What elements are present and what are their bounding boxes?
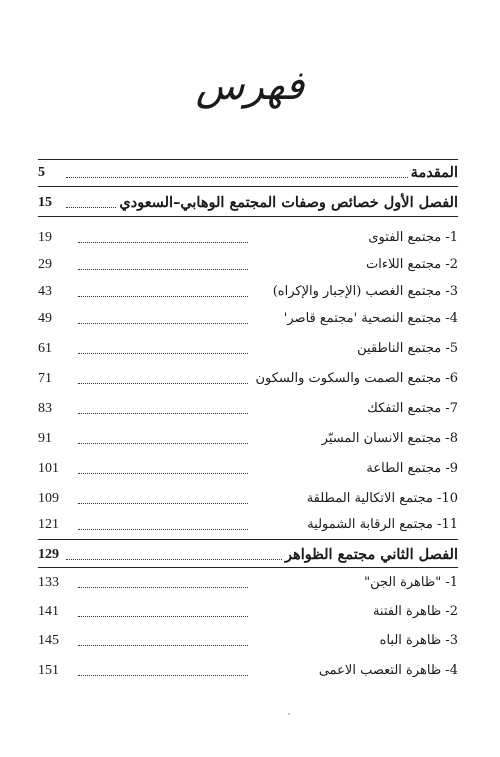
toc-entry-label: 5- مجتمع الناطقين (354, 338, 458, 360)
toc-entry[interactable] (38, 544, 458, 568)
toc-entry[interactable] (38, 660, 458, 684)
toc-entry[interactable] (38, 254, 458, 278)
page-title: فهرس (195, 63, 305, 109)
toc-entry-label: 7- مجتمع التفكك (364, 398, 458, 420)
toc-entry[interactable] (38, 572, 458, 596)
toc-entry-label: 6- مجتمع الصمت والسكوت والسكون (252, 368, 458, 390)
toc-entry[interactable] (38, 227, 458, 251)
toc-entry-label: 3- مجتمع الغصب (الإجبار والإكراه) (270, 281, 458, 303)
toc-page-number: 43 (38, 281, 56, 303)
toc-page-number: 101 (38, 458, 63, 480)
divider (38, 159, 458, 160)
dot-leader (78, 529, 248, 530)
toc-page-number: 71 (38, 368, 56, 390)
toc-entry-label: 1- مجتمع الفتوى (365, 227, 458, 249)
divider (38, 216, 458, 217)
dot-leader (78, 296, 248, 297)
toc-entry[interactable] (38, 488, 458, 512)
dot-leader (78, 645, 248, 646)
toc-entry-label: 8- مجتمع الانسان المسيّر (319, 428, 458, 450)
toc-entry-label: الفصل الثاني مجتمع الظواهر (282, 544, 458, 566)
divider (38, 186, 458, 187)
toc-page-number: 133 (38, 572, 63, 594)
dot-leader (78, 383, 248, 384)
toc-entry[interactable] (38, 398, 458, 422)
dot-leader (78, 675, 248, 676)
toc-page-number: 83 (38, 398, 56, 420)
dot-leader (78, 473, 248, 474)
toc-page-number: 151 (38, 660, 63, 682)
dot-leader (78, 242, 248, 243)
toc-entry-label: 1- "ظاهرة الجن" (361, 572, 458, 594)
toc-entry-label: الفصل الأول خصائص وصفات المجتمع الوهابي–السعودي (116, 192, 458, 214)
toc-page-number: 29 (38, 254, 56, 276)
toc-entry-label: 10- مجتمع الاتكالية المطلقة (304, 488, 458, 510)
toc-page-number: 121 (38, 514, 63, 536)
dot-leader (78, 413, 248, 414)
toc-entry[interactable] (38, 338, 458, 362)
print-speck (288, 713, 290, 715)
toc-entry-label: 3- ظاهرة الباه (377, 630, 458, 652)
toc-entry-label: 11- مجتمع الرقابة الشمولية (304, 514, 458, 536)
toc-page-number: 5 (38, 162, 49, 184)
toc-entry[interactable] (38, 368, 458, 392)
toc-page-number: 91 (38, 428, 56, 450)
toc-entry-label: المقدمة (408, 162, 458, 184)
dot-leader (78, 353, 248, 354)
dot-leader (78, 443, 248, 444)
dot-leader (78, 616, 248, 617)
toc-entry[interactable] (38, 428, 458, 452)
toc-page-number: 145 (38, 630, 63, 652)
dot-leader (66, 177, 454, 178)
toc-entry[interactable] (38, 192, 458, 216)
toc-entry-label: 4- ظاهرة التعصب الاعمى (316, 660, 458, 682)
dot-leader (78, 503, 248, 504)
toc-entry-label: 2- مجتمع اللاءات (363, 254, 458, 276)
toc-entry[interactable] (38, 162, 458, 186)
toc-page-number: 61 (38, 338, 56, 360)
toc-entry[interactable] (38, 601, 458, 625)
dot-leader (78, 269, 248, 270)
toc-entry-label: 9- مجتمع الطاعة (363, 458, 458, 480)
divider (38, 539, 458, 540)
toc-page-number: 15 (38, 192, 56, 214)
toc-page-number: 129 (38, 544, 63, 566)
toc-entry-label: 2- ظاهرة الفتنة (370, 601, 458, 623)
toc-page-number: 19 (38, 227, 56, 249)
toc-entry[interactable] (38, 630, 458, 654)
toc-page-number: 49 (38, 308, 56, 330)
toc-entry[interactable] (38, 281, 458, 305)
toc-page-number: 141 (38, 601, 63, 623)
divider (38, 567, 458, 568)
dot-leader (78, 587, 248, 588)
toc-entry[interactable] (38, 308, 458, 332)
toc-entry-label: 4- مجتمع النصحية 'مجتمع قاصر' (281, 308, 458, 330)
dot-leader (78, 323, 248, 324)
toc-entry[interactable] (38, 514, 458, 538)
toc-entry[interactable] (38, 458, 458, 482)
toc-page-number: 109 (38, 488, 63, 510)
